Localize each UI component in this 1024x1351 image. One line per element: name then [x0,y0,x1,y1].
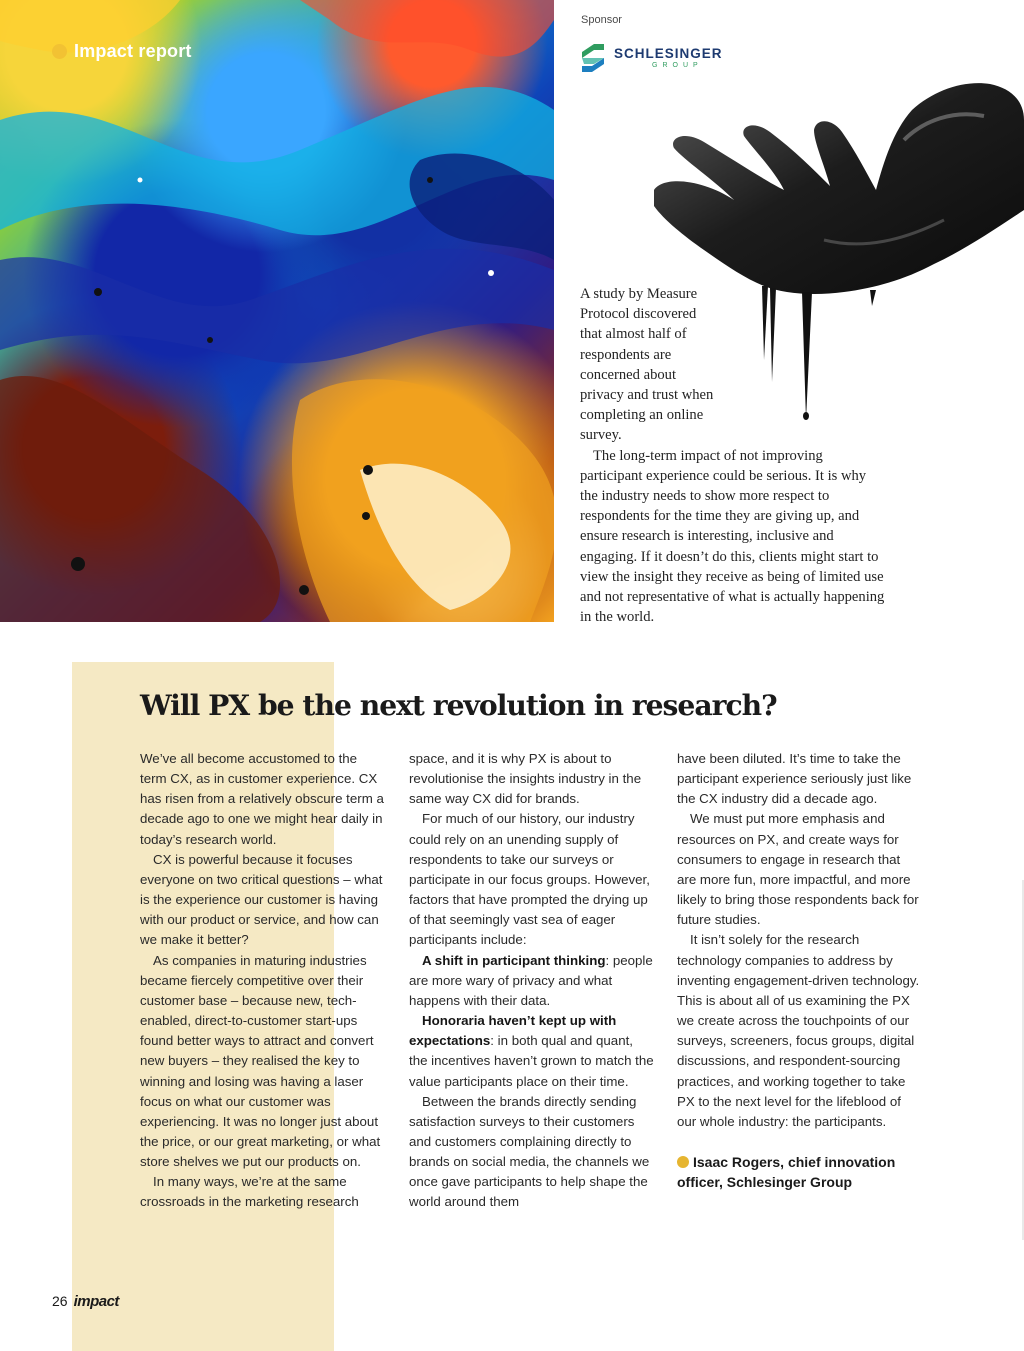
section-tag [52,41,192,62]
paragraph: space, and it is why PX is about to revolutionise the insights industry in the same way CX did for brands. [409,751,642,807]
sponsor-logo-sub: GROUP [652,62,703,70]
sponsor-label: Sponsor [581,14,622,26]
paragraph: We must put more emphasis and resources on PX, and create ways for consumers to engage in research that are more fun, more impactful, and more likely to bring those respondents back for future studies. [677,811,919,928]
intro-text [580,284,885,627]
section-tag-label: Impact report [74,41,192,61]
paragraph [409,1011,655,1092]
author-byline [677,1152,923,1192]
page-footer [52,1293,119,1310]
paragraph-rest: : people are more wary of privacy and what happens with their data. [409,952,653,1008]
article-column-3 [677,749,923,1192]
marbled-oil-paint-image [0,0,554,622]
intro-paragraph-2: The long-term impact of not improving participant experience could be serious. It is why the industry needs to show more respect to respondents for the time they are giving up, and ensure research is interesting, inclusive and engaging. If it doesn’t do this, clients might start to view the insight they receive as being of limited use and not representative of what is actually happening in the world. [580,447,885,626]
schlesinger-logo-icon [578,42,608,74]
paragraph [409,951,655,1011]
tag-dot-icon [52,44,67,59]
paragraph: We’ve all become accustomed to the term CX, as in customer experience. CX has risen from a relatively obscure term a decade ago to one we might hear daily in today’s research world. [140,751,384,847]
paragraph: have been diluted. It’s time to take the participant experience seriously just like the CX industry did a decade ago. [677,751,912,807]
paragraph: In many ways, we’re at the same crossroads in the marketing research [140,1174,359,1210]
author-name: Isaac Rogers, chief innovation officer, Schlesinger Group [677,1153,896,1190]
bold-lead: A shift in participant thinking [422,952,606,968]
article-column-2 [409,749,655,1213]
paragraph: For much of our history, our industry could rely on an unending supply of respondents to take our surveys or participate in our focus groups. However, factors that have prompted the drying up of that seemingly vast sea of eager participants include: [409,811,650,948]
paragraph: It isn’t solely for the research technology companies to address by inventing engagement-driven technology. This is about all of us examining the PX we create across the touchpoints of our surveys, screeners, focus groups, digital discussions, and respondent-sourcing practices, and working together to take PX to the next level for the lifeblood of our whole industry: the participants. [677,932,920,1129]
article-column-1 [140,749,385,1213]
paragraph: Between the brands directly sending satisfaction surveys to their customers and customers complaining directly to brands on social media, the channels we once gave participants to help shape the world around them [409,1093,650,1210]
hero-image [0,0,554,622]
magazine-brand: impact [73,1293,119,1310]
byline-dot-icon [677,1156,689,1168]
paragraph-rest: : in both qual and quant, the incentives haven’t grown to match the value participants place on their time. [409,1033,654,1089]
paragraph: CX is powerful because it focuses everyone on two critical questions – what is the experience our customer is having with our product or service, and how can we make it better? [140,851,383,948]
article-headline: Will PX be the next revolution in research? [140,689,777,722]
intro-paragraph-1: A study by Measure Protocol discovered that almost half of respondents are concerned about privacy and trust when completing an online survey. [580,286,714,444]
bold-lead: Honoraria haven’t kept up with expectations [409,1013,617,1049]
page-number: 26 [52,1293,68,1309]
paragraph: As companies in maturing industries became fiercely competitive over their customer base – because new, tech-enabled, direct-to-customer start-ups found better ways to attract and convert new buyers – they realised the key to winning and losing was having a laser focus on what our customer was experiencing. It was no longer just about the price, or our great marketing, or what store shelves we put our products on. [140,952,381,1170]
sponsor-logo-name: SCHLESINGER [614,45,723,61]
